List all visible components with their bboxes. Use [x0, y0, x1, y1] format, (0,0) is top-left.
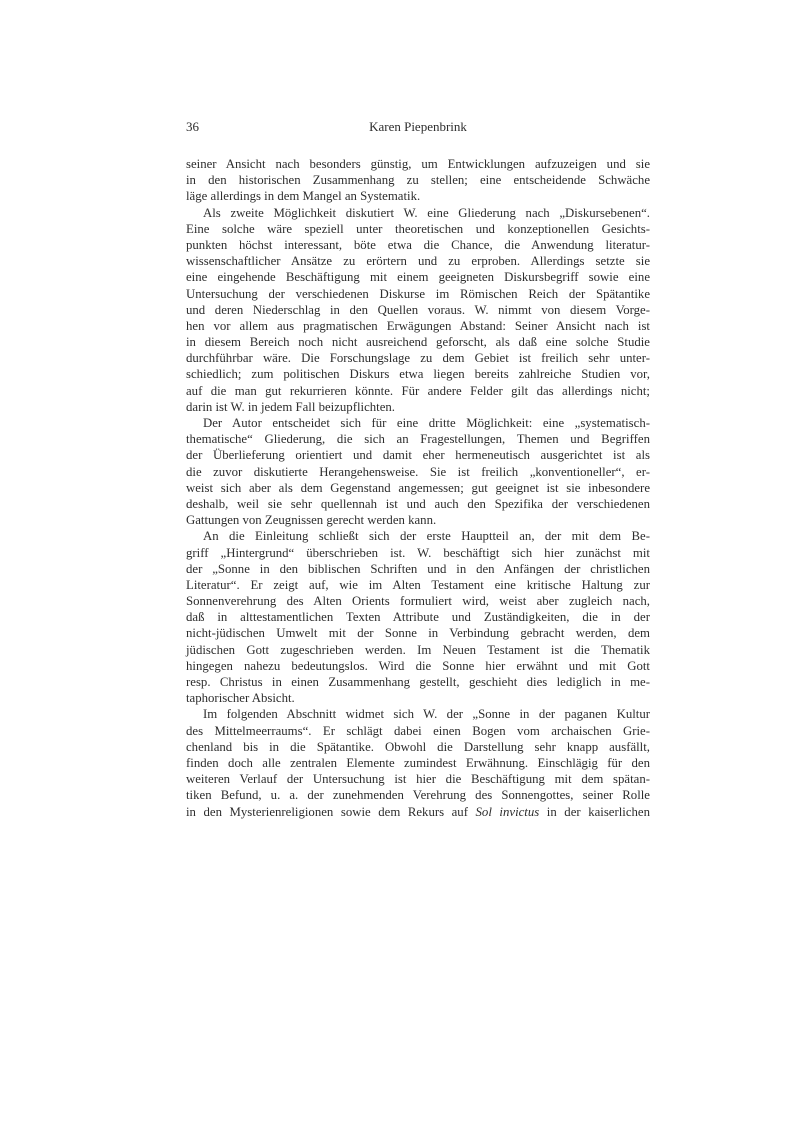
text-line: thematische“ Gliederung, die sich an Fragestellungen, Themen und Begriffen — [186, 432, 650, 447]
text-line — [186, 804, 650, 820]
text-line: Literatur“. Er zeigt auf, wie im Alten Testament eine kritische Haltung zur — [186, 577, 650, 592]
text-line: jüdischen Gott zugeschrieben werden. Im Neuen Testament ist die Thematik — [186, 642, 650, 657]
text-line: Gattungen von Zeugnissen gerecht werden kann. — [186, 513, 437, 528]
text-line: griff „Hintergrund“ überschrieben ist. W. beschäftigt sich hier zunächst mit — [186, 545, 650, 560]
text-line: chenland bis in die Spätantike. Obwohl die Darstellung sehr knapp ausfällt, — [186, 739, 650, 754]
text-line: durchführbar wäre. Die Forschungslage zu dem Gebiet ist freilich sehr unter- — [186, 351, 650, 366]
text-line: wissenschaftlicher Ansätze zu erörtern und zu erproben. Allerdings setzte sie — [186, 254, 650, 269]
text-line: nicht-jüdischen Umwelt mit der Sonne in Verbindung gebracht werden, dem — [186, 626, 650, 641]
text-line: des Mittelmeerraums“. Er schlägt dabei einen Bogen vom archaischen Grie- — [186, 723, 650, 738]
text-line: seiner Ansicht nach besonders günstig, um Entwicklungen aufzuzeigen und sie — [186, 157, 650, 171]
text-line: weiteren Verlauf der Untersuchung ist hier die Beschäftigung mit dem spätan- — [186, 772, 650, 787]
text-line: hingegen nahezu bedeutungslos. Wird die Sonne hier erwähnt und mit Gott — [186, 658, 650, 673]
text-line: weist sich aber als dem Gegenstand angemessen; gut geeignet ist sie inbesondere — [186, 480, 650, 495]
text-line: hen vor allem aus pragmatischen Erwägungen Abstand: Seiner Ansicht nach ist — [186, 318, 650, 333]
text-segment: in der kaiserlichen — [539, 804, 651, 819]
text-line: deshalb, weil sie sehr quellennah ist und auch den Spezifika der verschiedenen — [186, 496, 650, 511]
text-line: auf die man gut rekurrieren könnte. Für andere Felder gilt das allerdings nicht; — [186, 383, 650, 398]
text-line: daß in alttestamentlichen Texten Attribute und Zuständigkeiten, die in der — [186, 610, 650, 625]
text-line: läge allerdings in dem Mangel an Systematik. — [186, 189, 421, 204]
text-line: in diesem Bereich noch nicht ausreichend geforscht, als daß eine solche Studie — [186, 335, 650, 350]
text-line: die zuvor diskutierte Herangehensweise. Sie ist freilich „konventioneller“, er- — [186, 464, 650, 479]
text-line: Im folgenden Abschnitt widmet sich W. der „Sonne in der paganen Kultur — [203, 707, 650, 722]
text-line: Der Autor entscheidet sich für eine dritte Möglichkeit: eine „systematisch- — [203, 416, 650, 430]
text-line: und deren Niederschlag in den Quellen voraus. W. nimmt von diesem Vorge- — [186, 302, 650, 317]
text-line: der „Sonne in den biblischen Schriften und in den Anfängen der christlichen — [186, 561, 650, 576]
text-line: Untersuchung der verschiedenen Diskurse im Römischen Reich der Spätantike — [186, 286, 650, 301]
text-segment: in den Mysterienreligionen sowie dem Rekurs auf — [186, 804, 476, 819]
text-line: punkten höchst interessant, böte etwa die Chance, die Anwendung literatur- — [186, 237, 650, 252]
text-line: finden doch alle zentralen Elemente zumindest Erwähnung. Einschlägig für den — [186, 755, 650, 770]
running-head: Karen Piepenbrink — [369, 119, 467, 134]
text-line: eine eingehende Beschäftigung mit einem geeigneten Diskursbegriff sowie eine — [186, 270, 650, 285]
page-header — [186, 118, 650, 136]
text-line: resp. Christus in einen Zusammenhang gestellt, geschieht dies lediglich in me- — [186, 675, 650, 689]
text-line: schiedlich; zum politischen Diskurs etwa liegen bereits zahlreiche Studien vor, — [186, 367, 650, 382]
text-line: tiken Befund, u. a. der zunehmenden Verehrung des Sonnengottes, seiner Rolle — [186, 788, 650, 803]
text-line: Sonnenverehrung des Alten Orients formuliert wird, weist aber zugleich nach, — [186, 594, 650, 609]
text-line: taphorischer Absicht. — [186, 691, 295, 706]
body-text — [186, 156, 650, 820]
latin-term: Sol invictus — [475, 804, 540, 819]
page-number: 36 — [186, 119, 199, 134]
text-line: An die Einleitung schließt sich der erste Hauptteil an, der mit dem Be- — [203, 529, 650, 544]
text-line: Eine solche wäre speziell unter theoretischen und konzeptionellen Gesichts- — [186, 221, 650, 236]
text-line: in den historischen Zusammenhang zu stellen; eine entscheidende Schwäche — [186, 173, 650, 188]
text-line: darin ist W. in jedem Fall beizupflichten. — [186, 399, 395, 414]
text-line: der Überlieferung orientiert und damit eher hermeneutisch ausgerichtet ist als — [186, 448, 650, 463]
text-line: Als zweite Möglichkeit diskutiert W. eine Gliederung nach „Diskursebenen“. — [203, 205, 650, 220]
